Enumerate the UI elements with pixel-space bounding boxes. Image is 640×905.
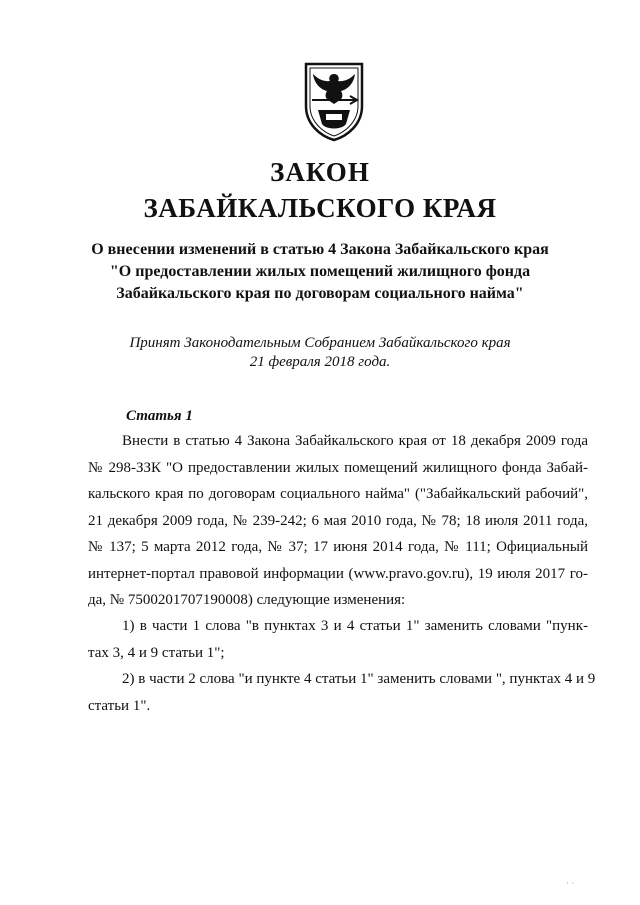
subtitle-line: Забайкальского края по договорам социального найма" [116, 285, 524, 302]
text-line: 1) в части 1 слова "в пунктах 3 и 4 статьи 1" заменить словами "пунк- [122, 618, 588, 634]
text-line: тах 3, 4 и 9 статьи 1"; [88, 644, 225, 661]
text-line: Внести в статью 4 Закона Забайкальского края от 18 декабря 2009 года [122, 433, 588, 449]
text-line: № 137; 5 марта 2012 года, № 37; 17 июня 2014 года, № 111; Официальный [88, 539, 588, 555]
adoption-note [60, 334, 580, 372]
adoption-date: 21 февраля 2018 года. [249, 354, 391, 370]
law-title: ЗАКОН [270, 157, 370, 187]
article-heading: Статья 1 [126, 408, 193, 424]
article-item-1 [88, 613, 588, 666]
text-line: 21 декабря 2009 года, № 239-242; 6 мая 2010 года, № 78; 18 июля 2011 года, [88, 512, 588, 529]
text-line: интернет-портал правовой информации (www.pravo.gov.ru), 19 июля 2017 го- [88, 565, 588, 582]
text-line: статьи 1". [88, 697, 151, 714]
adoption-line: Принят Законодательным Собранием Забайкальского края [129, 335, 511, 351]
text-line: кальского края по договорам социального найма" ("Забайкальский рабочий", [88, 486, 588, 502]
text-line: 2) в части 2 слова "и пункте 4 статьи 1" заменить словами ", пунктах 4 и 9 [122, 671, 596, 687]
scan-mark: · · [566, 878, 575, 888]
article-item-2 [88, 666, 596, 719]
law-subtitle [60, 239, 580, 305]
coat-of-arms-icon [300, 60, 368, 142]
subtitle-line: "О предоставлении жилых помещений жилищного фонда [109, 263, 531, 280]
text-line: № 298-ЗЗК "О предоставлении жилых помещений жилищного фонда Забай- [88, 459, 588, 476]
subtitle-line: О внесении изменений в статью 4 Закона Забайкальского края [91, 241, 549, 258]
article-intro [88, 428, 588, 614]
law-region-title: ЗАБАЙКАЛЬСКОГО КРАЯ [143, 193, 497, 223]
text-line: да, № 7500201707190008) следующие изменения: [88, 592, 406, 608]
